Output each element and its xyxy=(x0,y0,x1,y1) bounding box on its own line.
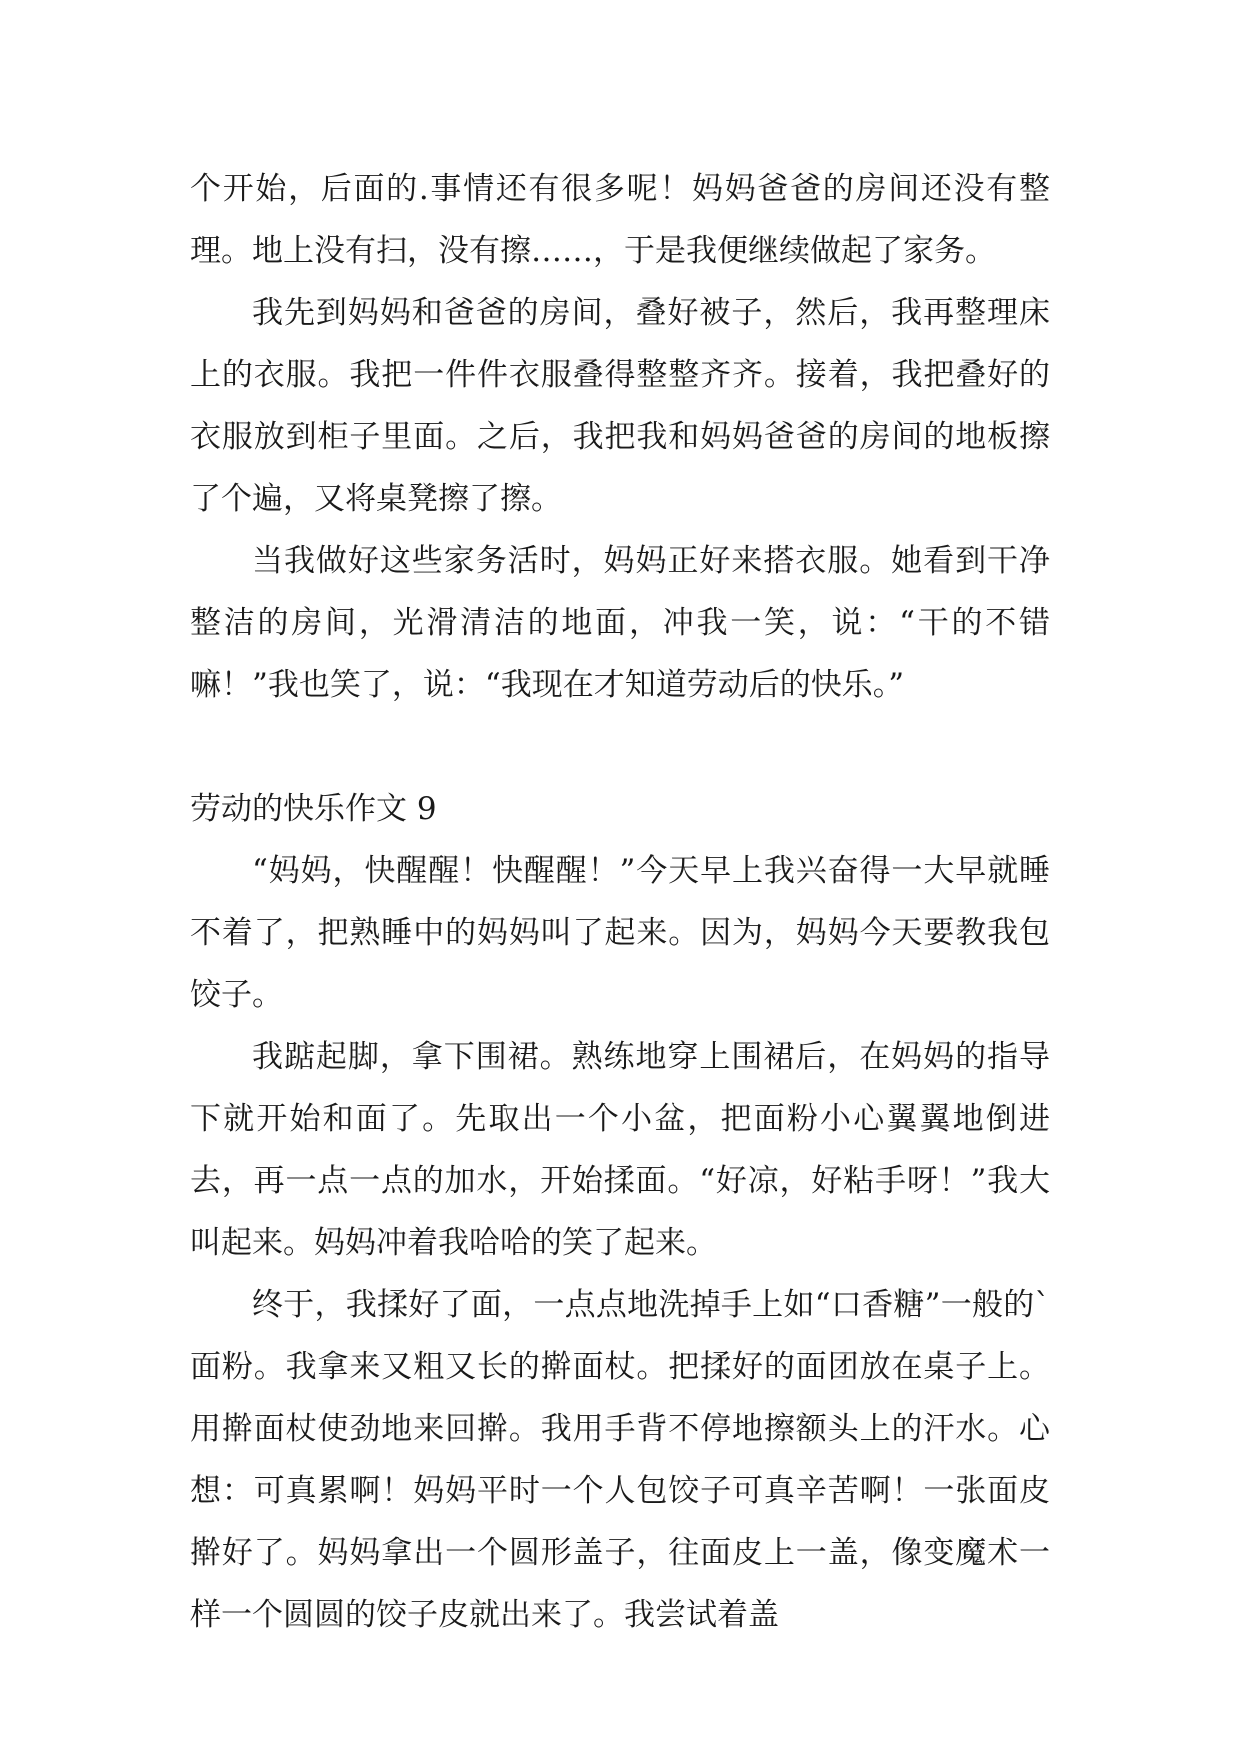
paragraph-4: “妈妈，快醒醒！快醒醒！”今天早上我兴奋得一大早就睡不着了，把熟睡中的妈妈叫了起来。因为，妈妈今天要教我包饺子。 xyxy=(190,853,1050,1013)
paragraph-6: 终于，我揉好了面，一点点地洗掉手上如“口香糖”一般的`面粉。我拿来又粗又长的擀面杖。把揉好的面团放在桌子上。用擀面杖使劲地来回擀。我用手背不停地擦额头上的汗水。心想：可真累啊！妈妈平时一个人包饺子可真辛苦啊！一张面皮擀好了。妈妈拿出一个圆形盖子，往面皮上一盖，像变魔术一样一个圆圆的饺子皮就出来了。我尝试着盖 xyxy=(190,1287,1050,1633)
paragraph-2: 我先到妈妈和爸爸的房间，叠好被子，然后，我再整理床上的衣服。我把一件件衣服叠得整整齐齐。接着，我把叠好的衣服放到柜子里面。之后，我把我和妈妈爸爸的房间的地板擦了个遍，又将桌凳擦了擦。 xyxy=(190,295,1050,517)
section-heading: 劳动的快乐作文 9 xyxy=(190,791,437,827)
paragraph-3: 当我做好这些家务活时，妈妈正好来搭衣服。她看到干净整洁的房间，光滑清洁的地面，冲我一笑，说：“干的不错嘛！”我也笑了，说：“我现在才知道劳动后的快乐。” xyxy=(190,543,1050,703)
paragraph-5: 我踮起脚，拿下围裙。熟练地穿上围裙后，在妈妈的指导下就开始和面了。先取出一个小盆，把面粉小心翼翼地倒进去，再一点一点的加水，开始揉面。“好凉，好粘手呀！”我大叫起来。妈妈冲着我哈哈的笑了起来。 xyxy=(190,1039,1050,1261)
paragraph-1: 个开始，后面的.事情还有很多呢！妈妈爸爸的房间还没有整理。地上没有扫，没有擦……，于是我便继续做起了家务。 xyxy=(190,171,1050,269)
document-body xyxy=(190,158,1050,1646)
